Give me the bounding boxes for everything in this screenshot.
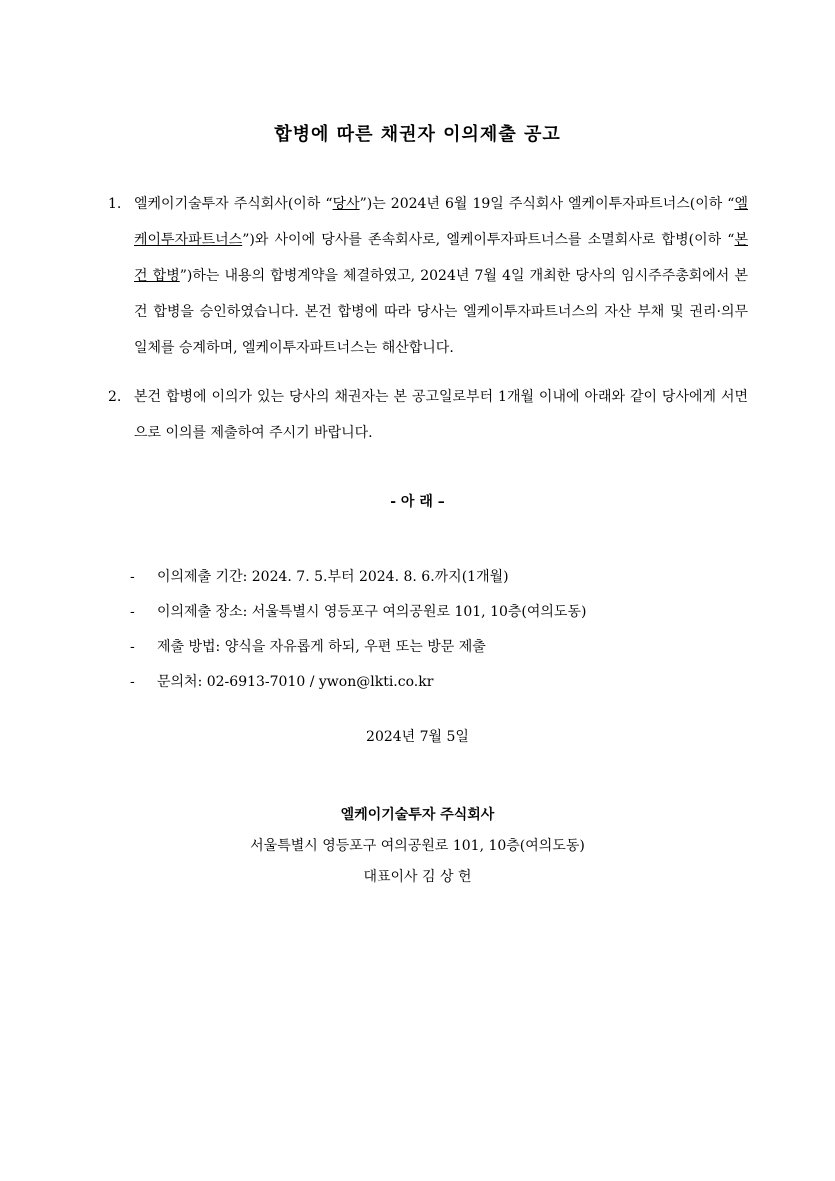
representative-name: 대표이사 김 상 헌 [363, 869, 472, 885]
company-address: 서울특별시 영등포구 여의공원로 101, 10층(여의도동) [250, 838, 585, 854]
signature-block [0, 800, 835, 893]
company-name: 엘케이기술투자 주식회사 [340, 807, 495, 823]
list-bullet: - [130, 639, 135, 655]
paragraph-2 [108, 379, 748, 451]
list-item-text: 이의제출 기간: 2024. 7. 5.부터 2024. 8. 6.까지(1개월) [157, 569, 509, 585]
paragraph-text: ”)와 사이에 당사를 존속회사로, 엘케이투자파트너스를 소멸회사로 합병(이하 “ [242, 232, 735, 248]
list-item-text: 이의제출 장소: 서울특별시 영등포구 여의공원로 101, 10층(여의도동) [157, 604, 587, 620]
paragraph-number: 2. [108, 389, 122, 405]
list-item [130, 630, 750, 665]
paragraph-text: ”)하는 내용의 합병계약을 체결하였고, 2024년 7월 4일 개최한 당사의 임시주주총회에서 본건 합병을 승인하였습니다. 본건 합병에 따라 당사는 엘케이투자파트너스의 자산 부채 및 권리·의무 일체를 승계하며, 엘케이투자파트너스는 해산합니다. [134, 268, 748, 356]
list-bullet: - [130, 604, 135, 620]
defined-term-partner: 엘케이투자파트너스 [134, 196, 748, 248]
list-bullet: - [130, 569, 135, 585]
details-list [130, 560, 750, 700]
paragraph-text: ”)는 2024년 6월 19일 주식회사 엘케이투자파트너스(이하 “ [359, 196, 735, 212]
paragraph-body [134, 186, 748, 366]
list-item [130, 560, 750, 595]
section-heading: - 아 래 – [390, 494, 445, 510]
paragraph-number: 1. [108, 196, 122, 212]
list-item-text: 문의처: 02-6913-7010 / ywon@lkti.co.kr [157, 674, 434, 690]
paragraph-1 [108, 186, 748, 366]
notice-date: 2024년 7월 5일 [366, 729, 469, 745]
defined-term-company: 당사 [332, 196, 360, 212]
paragraph-body: 본건 합병에 이의가 있는 당사의 채권자는 본 공고일로부터 1개월 이내에 아래와 같이 당사에게 서면으로 이의를 제출하여 주시기 바랍니다. [134, 389, 748, 441]
list-bullet: - [130, 674, 135, 690]
paragraph-text: 엘케이기술투자 주식회사(이하 “ [134, 196, 333, 212]
defined-term-merger: 본건 합병 [134, 232, 748, 284]
page-title: 합병에 따른 채권자 이의제출 공고 [274, 124, 561, 145]
list-item-text: 제출 방법: 양식을 자유롭게 하되, 우편 또는 방문 제출 [157, 639, 486, 655]
list-item [130, 665, 750, 700]
list-item [130, 595, 750, 630]
